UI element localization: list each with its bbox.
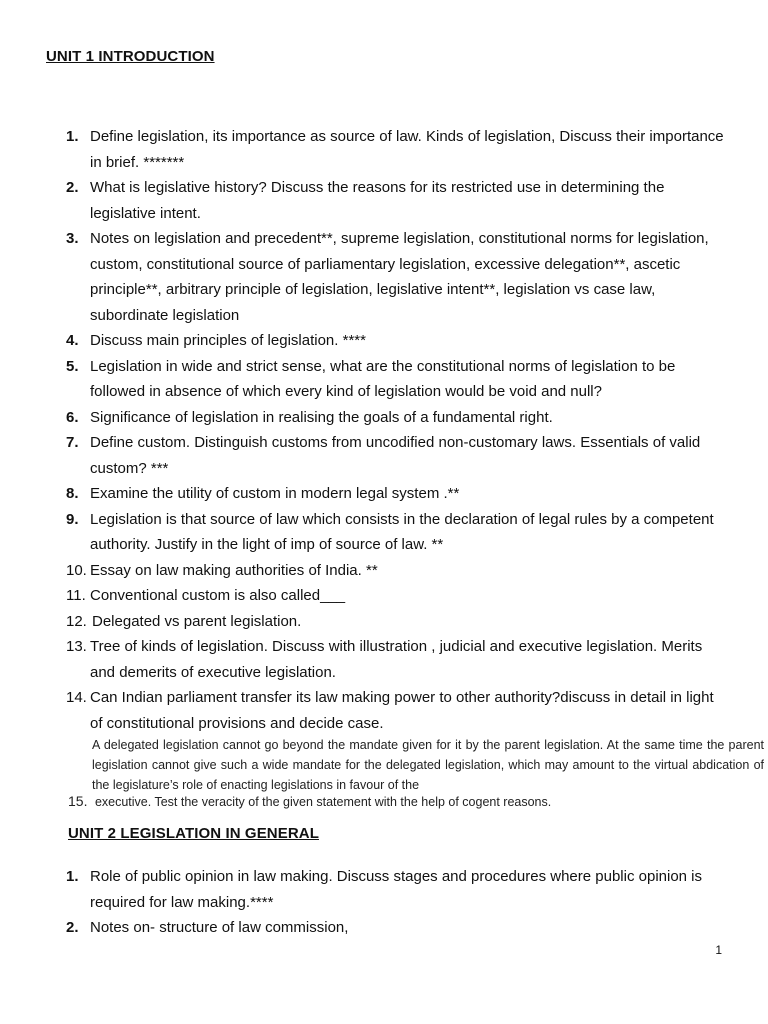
question-number: 9.	[66, 510, 79, 528]
question-number: 12.	[66, 612, 87, 630]
question-number: 13.	[66, 638, 87, 655]
question-number: 2.	[66, 919, 79, 936]
question-item	[0, 558, 768, 584]
question-number: 14.	[66, 689, 87, 706]
unit2-heading: UNIT 2 LEGISLATION IN GENERAL	[68, 825, 319, 842]
question-item	[0, 328, 768, 354]
question-text: executive. Test the veracity of the given statement with the help of cogent reasons.	[94, 795, 552, 809]
quoted-statement: A delegated legislation cannot go beyond the mandate given for it by the parent legislation. At the same time the parent legislation cannot give such a wide mandate for the delegated legislation, which may amount to the virtual abdication of the legislature’s role of enacting legislations in favour of the	[92, 738, 764, 792]
question-text: Define legislation, its importance as source of law. Kinds of legislation, Discuss their importance in brief. *******	[90, 128, 724, 171]
question-item	[0, 354, 768, 405]
question-item	[0, 405, 768, 431]
question-text: Discuss main principles of legislation. ****	[90, 332, 366, 349]
question-text: Notes on- structure of law commission,	[90, 919, 349, 936]
question-text: Legislation is that source of law which consists in the declaration of legal rules by a competent authority. Justify in the light of imp of source of law. **	[90, 510, 714, 553]
question-text: Can Indian parliament transfer its law making power to other authority?discuss in detail in light of constitutional provisions and decide case.	[90, 689, 714, 732]
question-number: 7.	[66, 434, 79, 451]
question-number: 5.	[66, 357, 79, 375]
question-item	[0, 507, 768, 558]
question-item	[0, 685, 768, 736]
question-number: 10.	[66, 561, 87, 579]
question-text: What is legislative history? Discuss the reasons for its restricted use in determining the legislative intent.	[90, 179, 665, 222]
question-item	[0, 430, 768, 481]
question-text: Legislation in wide and strict sense, what are the constitutional norms of legislation to be followed in absence of which every kind of legislation would be void and null?	[90, 357, 676, 400]
question-item	[0, 915, 768, 941]
question-item	[0, 124, 768, 175]
question-number: 6.	[66, 408, 79, 426]
question-item	[0, 609, 768, 635]
unit1-heading: UNIT 1 INTRODUCTION	[46, 48, 215, 65]
question-item	[0, 175, 768, 226]
question-item	[0, 634, 768, 685]
question-item	[0, 481, 768, 507]
question-item-15	[68, 791, 551, 812]
question-number: 1.	[66, 128, 79, 145]
question-text: Define custom. Distinguish customs from uncodified non-customary laws. Essentials of valid custom? ***	[90, 434, 701, 477]
question-number: 3.	[66, 230, 79, 247]
unit2-question-list	[0, 864, 768, 941]
question-number: 4.	[66, 332, 79, 349]
question-text: Conventional custom is also called___	[90, 587, 346, 604]
unit1-question-list	[0, 124, 768, 736]
question-text: Role of public opinion in law making. Discuss stages and procedures where public opinion is required for law making.****	[90, 868, 703, 911]
question-item	[0, 226, 768, 328]
question-number: 11.	[66, 587, 86, 604]
question-text: Delegated vs parent legislation.	[92, 612, 302, 630]
question-text: Notes on legislation and precedent**, supreme legislation, constitutional norms for legislation, custom, constitutional source of parliamentary legislation, excessive delegation**, ascetic principle**, arbitrary principle of legislation, legislative intent**, legislation vs case law, subordinate legislation	[90, 230, 709, 324]
question-text: Examine the utility of custom in modern legal system .**	[90, 485, 460, 502]
question-number: 15.	[68, 793, 88, 809]
question-text: Tree of kinds of legislation. Discuss with illustration , judicial and executive legislation. Merits and demerits of executive legislation.	[90, 638, 703, 681]
question-item	[0, 583, 768, 609]
page-number: 1	[715, 943, 722, 957]
question-item	[0, 864, 768, 915]
question-text: Essay on law making authorities of India. **	[90, 561, 378, 579]
question-number: 1.	[66, 868, 79, 885]
question-number: 8.	[66, 485, 79, 502]
question-text: Significance of legislation in realising the goals of a fundamental right.	[90, 408, 553, 426]
question-number: 2.	[66, 179, 79, 196]
